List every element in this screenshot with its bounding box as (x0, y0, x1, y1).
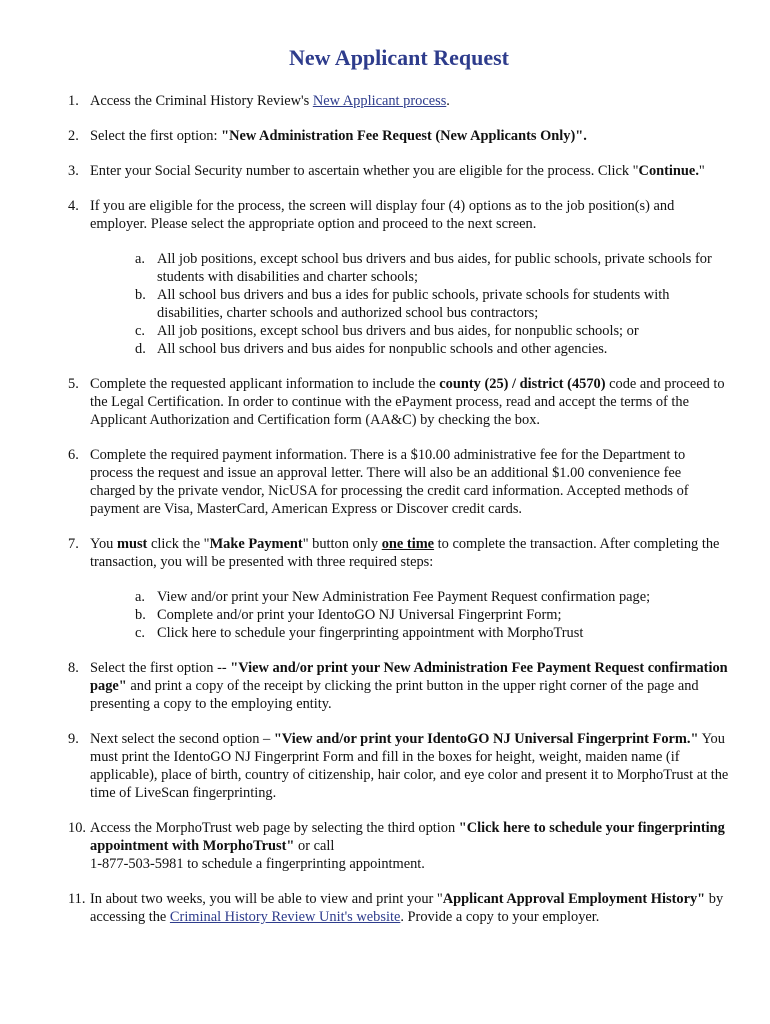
step-text: Access the MorphoTrust web page by selecting the third option (90, 820, 459, 836)
sub-item-letter: d. (135, 341, 146, 357)
step-text: Complete the requested applicant information to include the (90, 376, 440, 392)
step-bold-text: Make Payment (209, 536, 303, 552)
step-text: Select the first option: (90, 128, 222, 144)
step-number: 1. (68, 93, 79, 109)
step-number: 3. (68, 163, 79, 179)
step-number: 9. (68, 731, 79, 747)
new-applicant-process-link[interactable]: New Applicant process (312, 93, 447, 109)
step-text: . Provide a copy to your employer. (400, 909, 600, 925)
step-bold-text: must (116, 536, 148, 552)
step-number: 10. (68, 820, 86, 836)
step-text: You (90, 536, 117, 552)
sub-item (135, 250, 730, 286)
sub-item-text: All job positions, except school bus drivers and bus aides, for public schools, private schools for students with disabilities and charter schools; (157, 251, 712, 285)
step-text: code and proceed to the Legal Certification. In order to continue with the ePayment process, read and accept the terms of the Applicant Authorization and Certification form (AA&C) by checking the box. (90, 376, 725, 428)
sub-item (135, 588, 730, 606)
step-11 (68, 890, 730, 926)
step-bold-text: "View and/or print your IdentoGO NJ Universal Fingerprint Form." (273, 731, 699, 747)
step-text: 1-877-503-5981 to schedule a fingerprinting appointment. (90, 856, 425, 872)
sub-item-letter: c. (135, 625, 145, 641)
sub-item-text: Complete and/or print your IdentoGO NJ Universal Fingerprint Form; (157, 607, 562, 623)
step-text: Complete the required payment information. There is a $10.00 administrative fee for the Department to process the request and issue an approval letter. There will also be an additional $1.00 convenience fee charged by the private vendor, NicUSA for processing the credit card information. Accepted methods of payment are Visa, MasterCard, American Express or Discover credit cards. (90, 447, 689, 517)
step-underlined-text: one time (381, 536, 435, 552)
steps-list (68, 92, 730, 926)
step-3 (68, 162, 730, 180)
step-text: You must print the IdentoGO NJ Fingerprint Form and fill in the boxes for height, weight, maiden name (if applicable), place of birth, country of citizenship, hair color, and eye color and present it to MorphoTrust at the time of LiveScan fingerprinting. (90, 731, 729, 801)
step-4 (68, 197, 730, 358)
sub-item (135, 624, 730, 642)
step-text: " button only (302, 536, 382, 552)
step-text: Select the first option -- (90, 660, 231, 676)
sub-item-text: All job positions, except school bus drivers and bus aides, for nonpublic schools; or (157, 323, 639, 339)
page-title: New Applicant Request (288, 45, 509, 70)
sub-item-text: Click here to schedule your fingerprinting appointment with MorphoTrust (157, 625, 584, 641)
step-text: Access the Criminal History Review's (90, 93, 313, 109)
step-bold-text: Applicant Approval Employment History" (442, 891, 706, 907)
step-number: 11. (68, 891, 86, 907)
sub-item-letter: a. (135, 251, 145, 267)
step-text: by accessing the (90, 891, 724, 925)
step-number: 4. (68, 198, 79, 214)
step-6 (68, 446, 730, 518)
step-7 (68, 535, 730, 642)
sub-item (135, 606, 730, 624)
step-2 (68, 127, 730, 145)
step-text: and print a copy of the receipt by clicking the print button in the upper right corner of the page and presenting a copy to the employing entity. (90, 678, 699, 712)
sub-item-letter: b. (135, 607, 146, 623)
step-text: click the " (147, 536, 210, 552)
step-text: Enter your Social Security number to ascertain whether you are eligible for the process. Click " (90, 163, 639, 179)
step-bold-text: county (25) / district (4570) (439, 376, 606, 392)
step-number: 8. (68, 660, 79, 676)
sub-list (90, 588, 730, 642)
step-5 (68, 375, 730, 429)
sub-item-text: All school bus drivers and bus a ides for public schools, private schools for students with disabilities, charter schools and authorized school bus contractors; (157, 287, 670, 321)
step-10 (68, 819, 730, 873)
step-number: 2. (68, 128, 79, 144)
step-text: In about two weeks, you will be able to view and print your " (90, 891, 443, 907)
sub-item (135, 322, 730, 340)
sub-item-letter: c. (135, 323, 145, 339)
sub-list (90, 250, 730, 358)
step-bold-text: "Click here to schedule your fingerprinting appointment with MorphoTrust" (90, 820, 725, 854)
step-number: 7. (68, 536, 79, 552)
step-text: Next select the second option – (90, 731, 274, 747)
sub-item-text: View and/or print your New Administration Fee Payment Request confirmation page; (157, 589, 651, 605)
step-bold-text: "New Administration Fee Request (New Applicants Only)". (221, 128, 587, 144)
sub-item-letter: b. (135, 287, 146, 303)
step-text: to complete the transaction. After completing the transaction, you will be presented with three required steps: (90, 536, 720, 570)
step-8 (68, 659, 730, 713)
step-1 (68, 92, 730, 110)
sub-item (135, 286, 730, 322)
step-text: . (446, 93, 450, 109)
sub-item (135, 340, 730, 358)
step-9 (68, 730, 730, 802)
step-text: If you are eligible for the process, the screen will display four (4) options as to the job position(s) and employer. Please select the appropriate option and proceed to the next screen. (90, 198, 675, 232)
sub-item-letter: a. (135, 589, 145, 605)
step-text: or call (294, 838, 335, 854)
step-bold-text: "View and/or print your New Administration Fee Payment Request confirmation page" (90, 660, 728, 694)
criminal-history-review-unit-link[interactable]: Criminal History Review Unit's website (169, 909, 401, 925)
step-text: " (698, 163, 705, 179)
sub-item-text: All school bus drivers and bus aides for nonpublic schools and other agencies. (157, 341, 608, 357)
step-number: 5. (68, 376, 79, 392)
step-bold-text: Continue. (638, 163, 699, 179)
step-number: 6. (68, 447, 79, 463)
